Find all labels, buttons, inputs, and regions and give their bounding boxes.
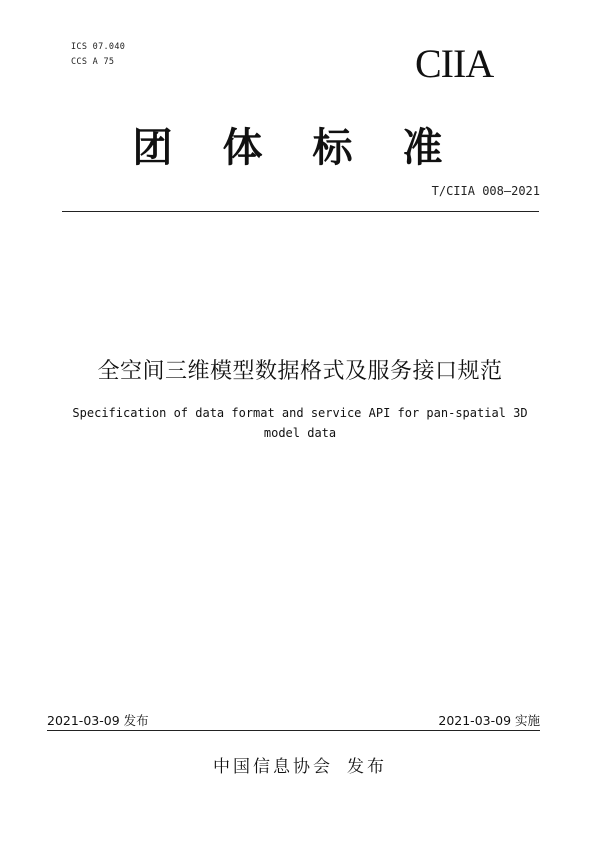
implementation-date: 2021-03-09 实施 <box>438 713 540 728</box>
issue-date: 2021-03-09 发布 <box>47 713 149 728</box>
ics-code: ICS 07.040 <box>71 42 126 52</box>
footer-divider <box>47 730 540 731</box>
header-divider <box>62 211 539 212</box>
publisher-action: 发布 <box>347 757 387 777</box>
publisher-line <box>0 752 600 777</box>
document-title-chinese: 全空间三维模型数据格式及服务接口规范 <box>97 359 503 384</box>
standard-number: T/CIIA 008—2021 <box>431 184 540 198</box>
document-title-english: Specification of data format and service API for pan-spatial 3D model data <box>72 406 528 440</box>
ccs-code: CCS A 75 <box>71 57 115 67</box>
organization-logo: CIIA <box>415 41 494 86</box>
publisher-name: 中国信息协会 <box>213 757 333 777</box>
standard-type-heading: 团体标准 <box>132 125 493 171</box>
